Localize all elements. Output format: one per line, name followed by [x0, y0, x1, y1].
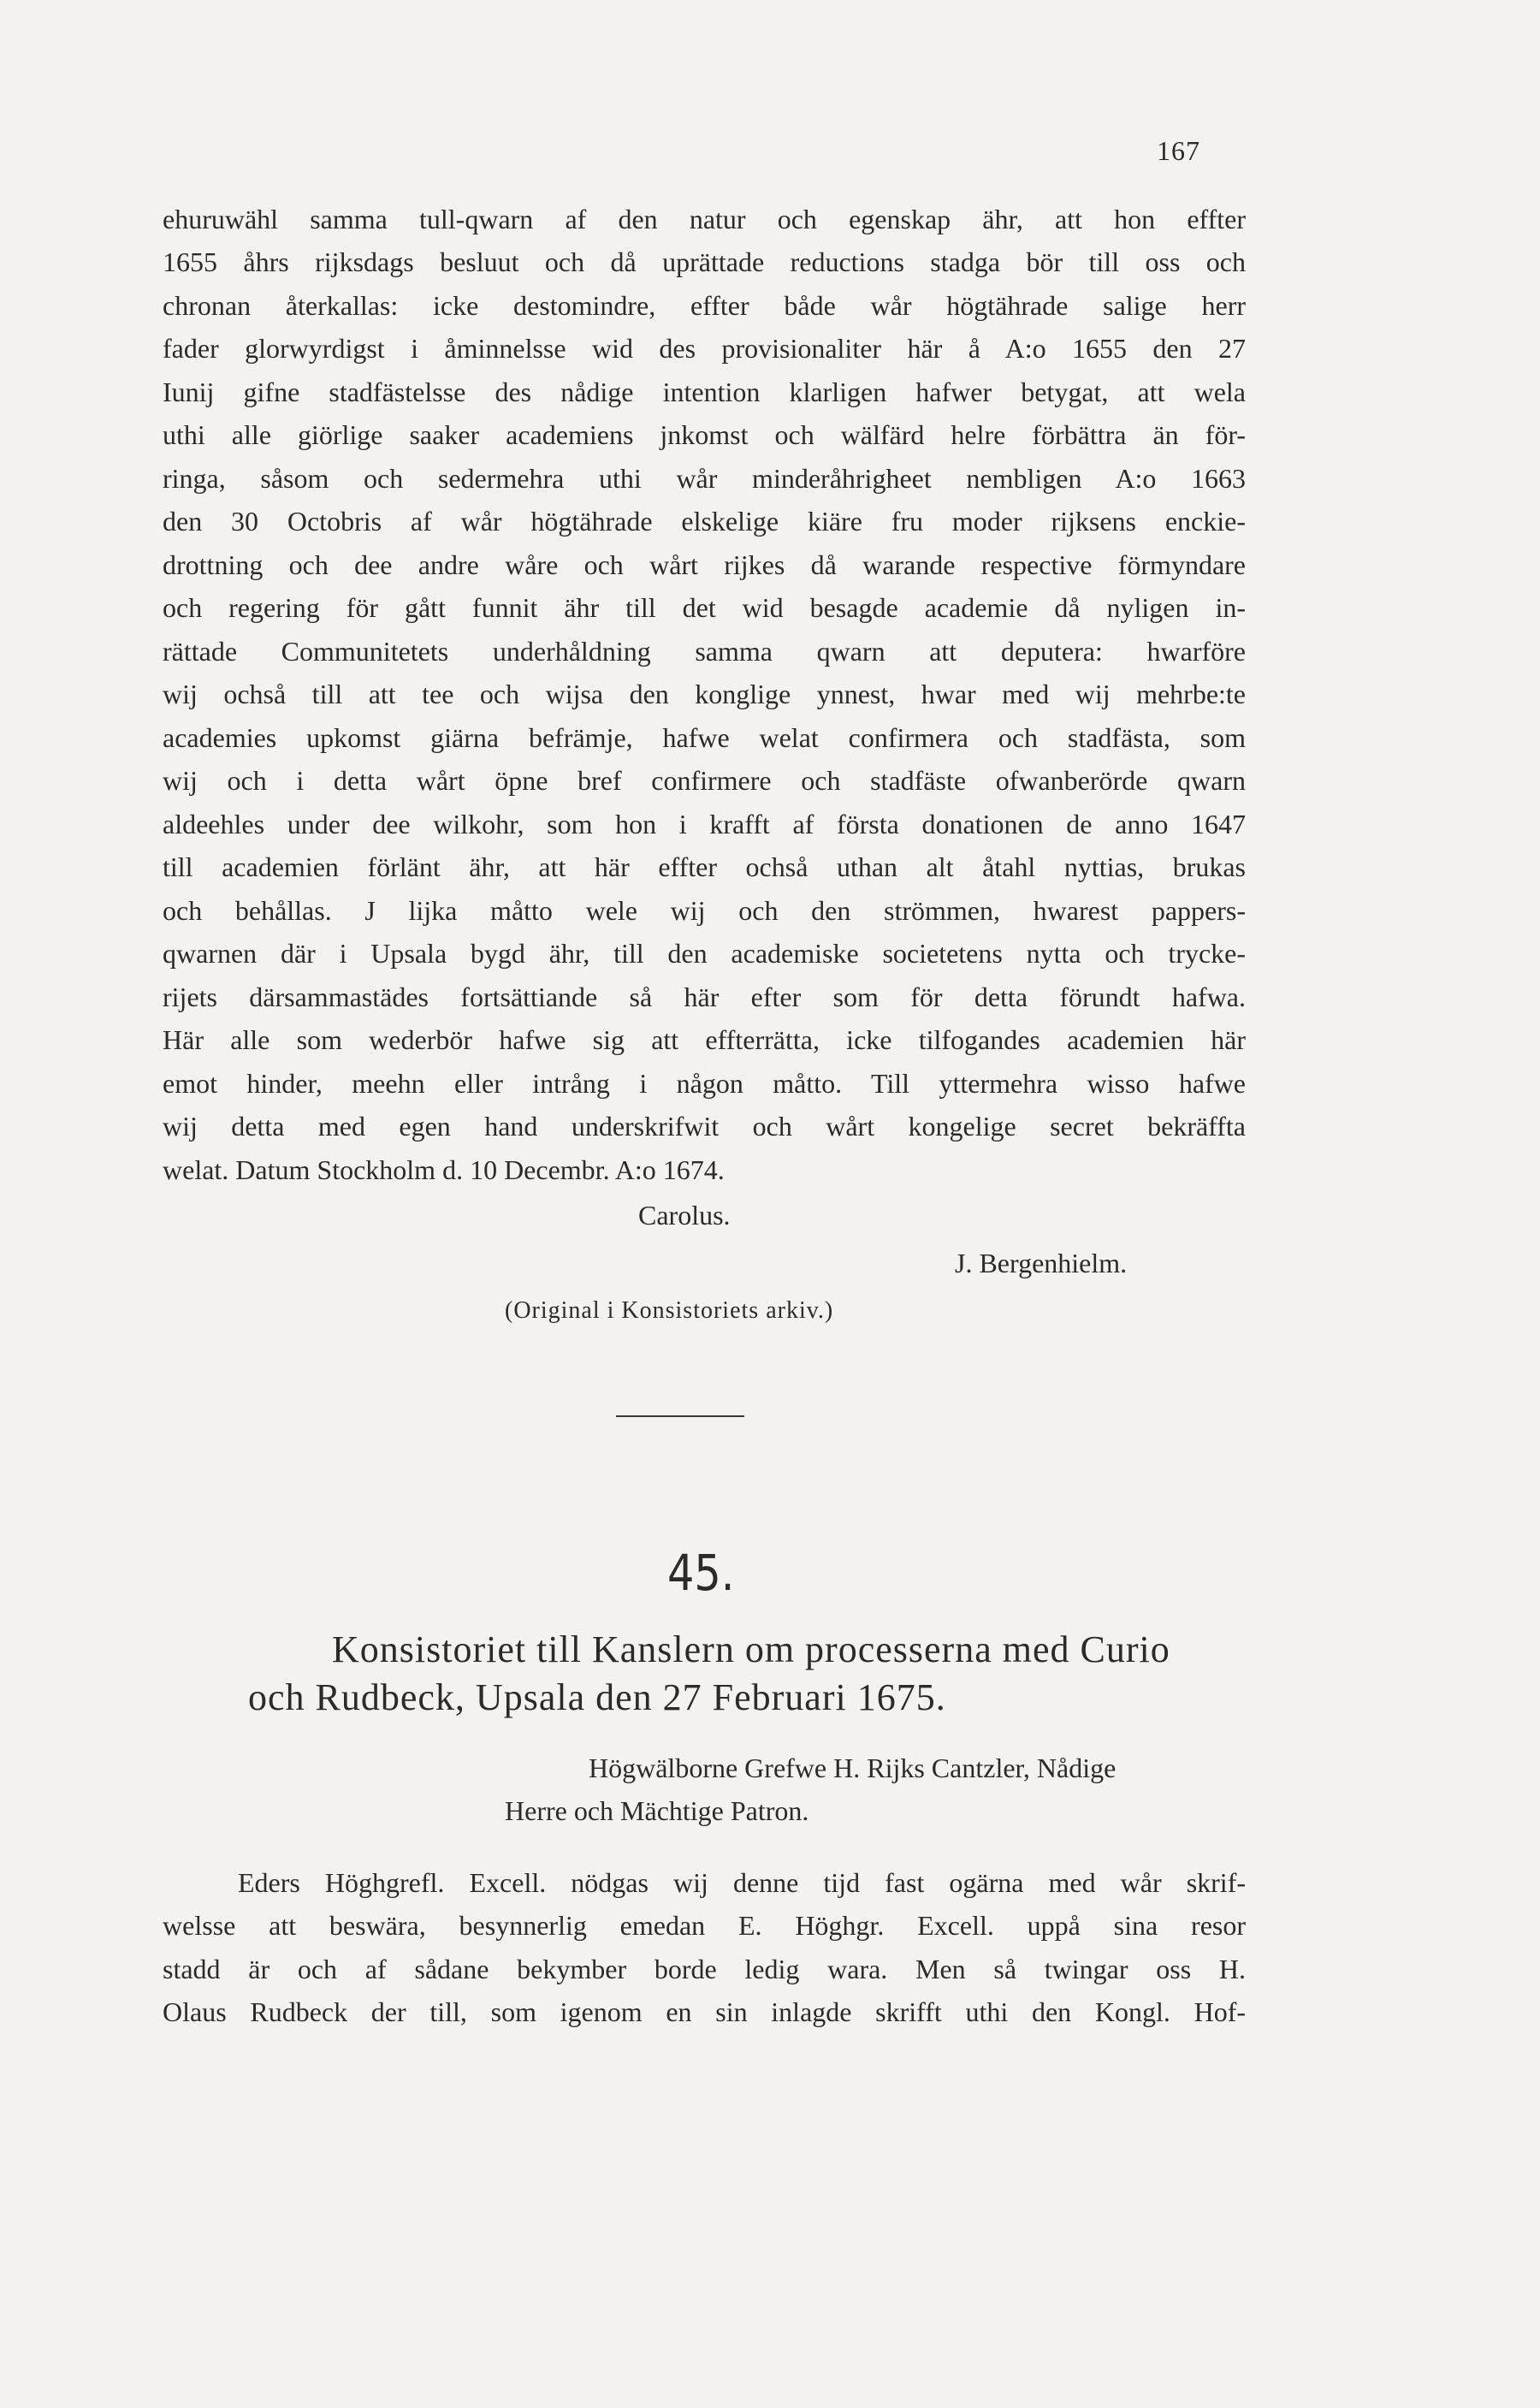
document-number: 45.: [667, 1544, 735, 1602]
source-note: (Original i Konsistoriets arkiv.): [505, 1297, 834, 1324]
text-line: wij detta med egen hand underskrifwit och wårt kongelige secret bekräffta: [163, 1111, 1246, 1142]
text-line: wij och i detta wårt öpne bref confirmere och stadfäste ofwanberörde qwarn: [163, 765, 1246, 796]
salutation-line: Högwälborne Grefwe H. Rijks Cantzler, Nådige: [589, 1753, 1116, 1783]
text-line: emot hinder, meehn eller intrång i någon måtto. Till yttermehra wisso hafwe: [163, 1068, 1246, 1099]
text-line: Olaus Rudbeck der till, som igenom en sin inlagde skrifft uthi den Kongl. Hof-: [163, 1996, 1246, 2027]
text-line: rijets därsammastädes fortsättiande så här efter som för detta förundt hafwa.: [163, 982, 1246, 1012]
text-line: Här alle som wederbör hafwe sig att effterrätta, icke tilfogandes academien här: [163, 1024, 1246, 1055]
text-line: till academien förlänt ähr, att här effter ochså uthan alt åtahl nyttias, brukas: [163, 851, 1246, 882]
section-divider: [616, 1415, 744, 1417]
text-line: stadd är och af sådane bekymber borde ledig wara. Men så twingar oss H.: [163, 1954, 1246, 1984]
salutation-line: Herre och Mächtige Patron.: [505, 1795, 809, 1826]
page-number: 167: [1157, 135, 1200, 166]
signature-king: Carolus.: [638, 1200, 731, 1231]
text-line: och regering för gått funnit ähr till det wid besagde academie då nyligen in-: [163, 592, 1246, 623]
text-line: ehuruwähl samma tull-qwarn af den natur och egenskap ähr, att hon effter: [163, 204, 1246, 234]
text-line: Eders Höghgrefl. Excell. nödgas wij denne tijd fast ogärna med wår skrif-: [238, 1867, 1246, 1898]
text-line: qwarnen där i Upsala bygd ähr, till den academiske societetens nytta och trycke-: [163, 938, 1246, 969]
text-line: ringa, såsom och sedermehra uthi wår minderåhrigheet nembligen A:o 1663: [163, 463, 1246, 494]
text-line: chronan återkallas: icke destomindre, effter både wår högtährade salige herr: [163, 290, 1246, 321]
text-line: welat. Datum Stockholm d. 10 Decembr. A:o 1674.: [163, 1154, 725, 1185]
text-line: 1655 åhrs rijksdags besluut och då uprättade reductions stadga bör till oss och: [163, 246, 1246, 277]
text-line: welsse att beswära, besynnerlig emedan E. Höghgr. Excell. uppå sina resor: [163, 1910, 1246, 1941]
text-line: drottning och dee andre wåre och wårt rijkes då warande respective förmyndare: [163, 549, 1246, 580]
text-line: wij ochså till att tee och wijsa den konglige ynnest, hwar med wij mehrbe:te: [163, 679, 1246, 709]
text-line: academies upkomst giärna befrämje, hafwe welat confirmera och stadfästa, som: [163, 722, 1246, 753]
text-line: Iunij gifne stadfästelsse des nådige intention klarligen hafwer betygat, att wela: [163, 377, 1246, 407]
text-line: den 30 Octobris af wår högtährade elskelige kiäre fru moder rijksens enckie-: [163, 506, 1246, 537]
text-line: och behållas. J lijka måtto wele wij och den strömmen, hwarest pappers-: [163, 895, 1246, 926]
signature-secretary: J. Bergenhielm.: [955, 1248, 1128, 1278]
text-line: uthi alle giörlige saaker academiens jnkomst och wälfärd helre förbättra än för-: [163, 419, 1246, 450]
text-line: fader glorwyrdigst i åminnelsse wid des provisionaliter här å A:o 1655 den 27: [163, 333, 1246, 364]
text-line: aldeehles under dee wilkohr, som hon i krafft af första donationen de anno 1647: [163, 809, 1246, 839]
text-line: rättade Communitetets underhåldning samma qwarn att deputera: hwarföre: [163, 636, 1246, 667]
document-heading-line: och Rudbeck, Upsala den 27 Februari 1675.: [248, 1676, 946, 1718]
document-heading-line: Konsistoriet till Kanslern om processerna med Curio: [332, 1628, 1170, 1670]
